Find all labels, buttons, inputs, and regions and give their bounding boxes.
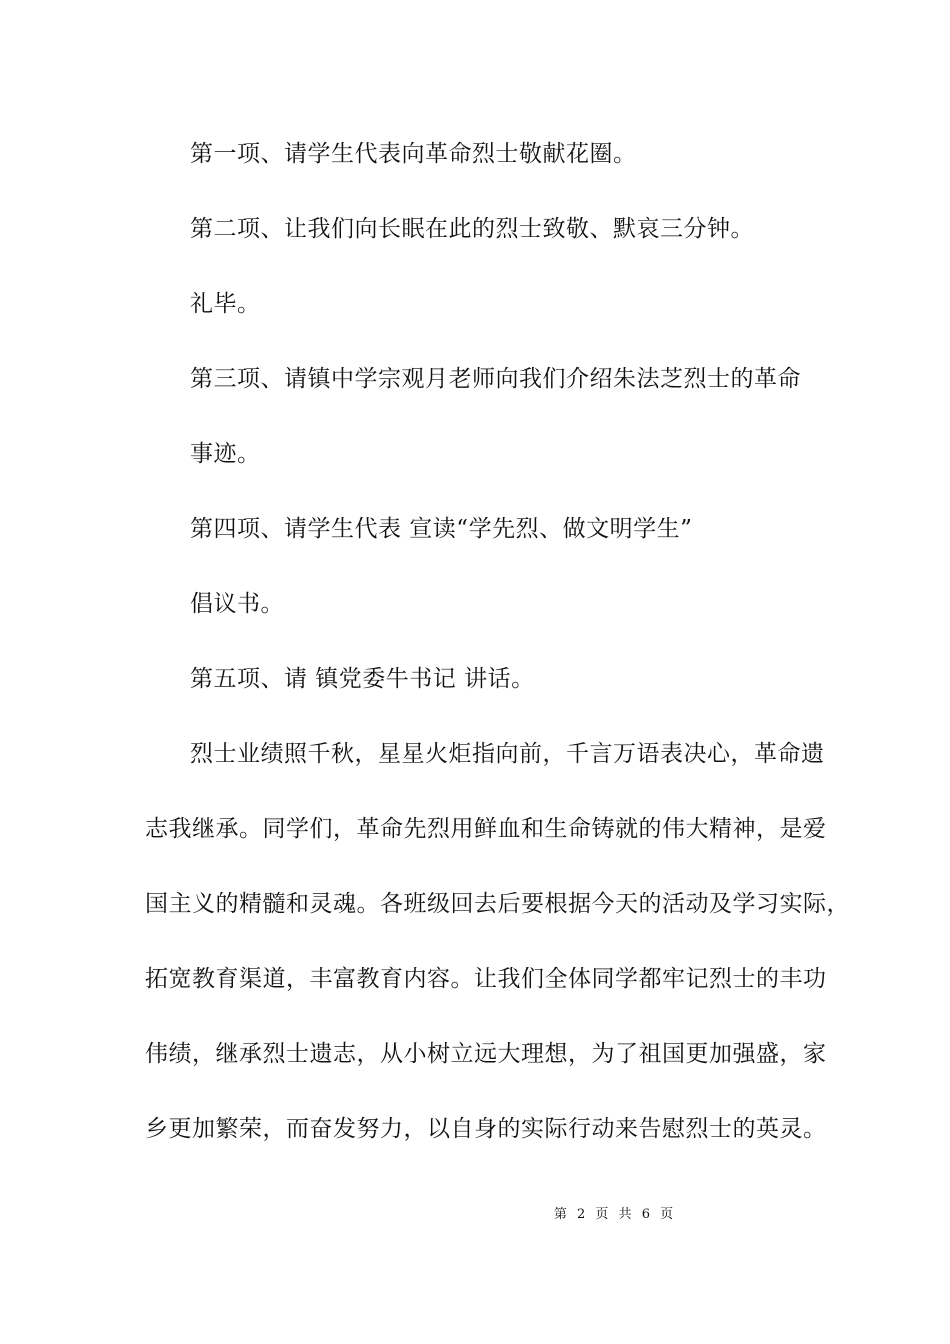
paragraph-line-2: 志我继承。同学们，革命先烈用鲜血和生命铸就的伟大精神，是爱 (145, 816, 827, 842)
agenda-item-4-continued: 倡议书。 (190, 591, 284, 617)
paragraph-line-1: 烈士业绩照千秋，星星火炬指向前，千言万语表决心，革命遗 (190, 741, 825, 767)
page-number: 第 2 页 共 6 页 (553, 1207, 677, 1222)
agenda-item-1: 第一项、请学生代表向革命烈士敬献花圈。 (190, 141, 637, 167)
paragraph-line-3: 国主义的精髓和灵魂。各班级回去后要根据今天的活动及学习实际， (145, 891, 850, 917)
paragraph-line-5: 伟绩，继承烈士遗志，从小树立远大理想，为了祖国更加强盛，家 (145, 1041, 827, 1067)
paragraph-line-6: 乡更加繁荣，而奋发努力，以自身的实际行动来告慰烈士的英灵。 (145, 1116, 827, 1142)
agenda-item-5: 第五项、请 镇党委牛书记 讲话。 (190, 666, 535, 692)
agenda-item-3-continued: 事迹。 (190, 441, 261, 467)
agenda-item-2-closing: 礼毕。 (190, 291, 261, 317)
paragraph-line-4: 拓宽教育渠道，丰富教育内容。让我们全体同学都牢记烈士的丰功 (145, 966, 827, 992)
agenda-item-3: 第三项、请镇中学宗观月老师向我们介绍朱法芝烈士的革命 (190, 366, 801, 392)
agenda-item-2: 第二项、让我们向长眠在此的烈士致敬、默哀三分钟。 (190, 216, 754, 242)
agenda-item-4: 第四项、请学生代表 宣读“学先烈、做文明学生” (190, 516, 693, 542)
page-footer (0, 1206, 950, 1224)
